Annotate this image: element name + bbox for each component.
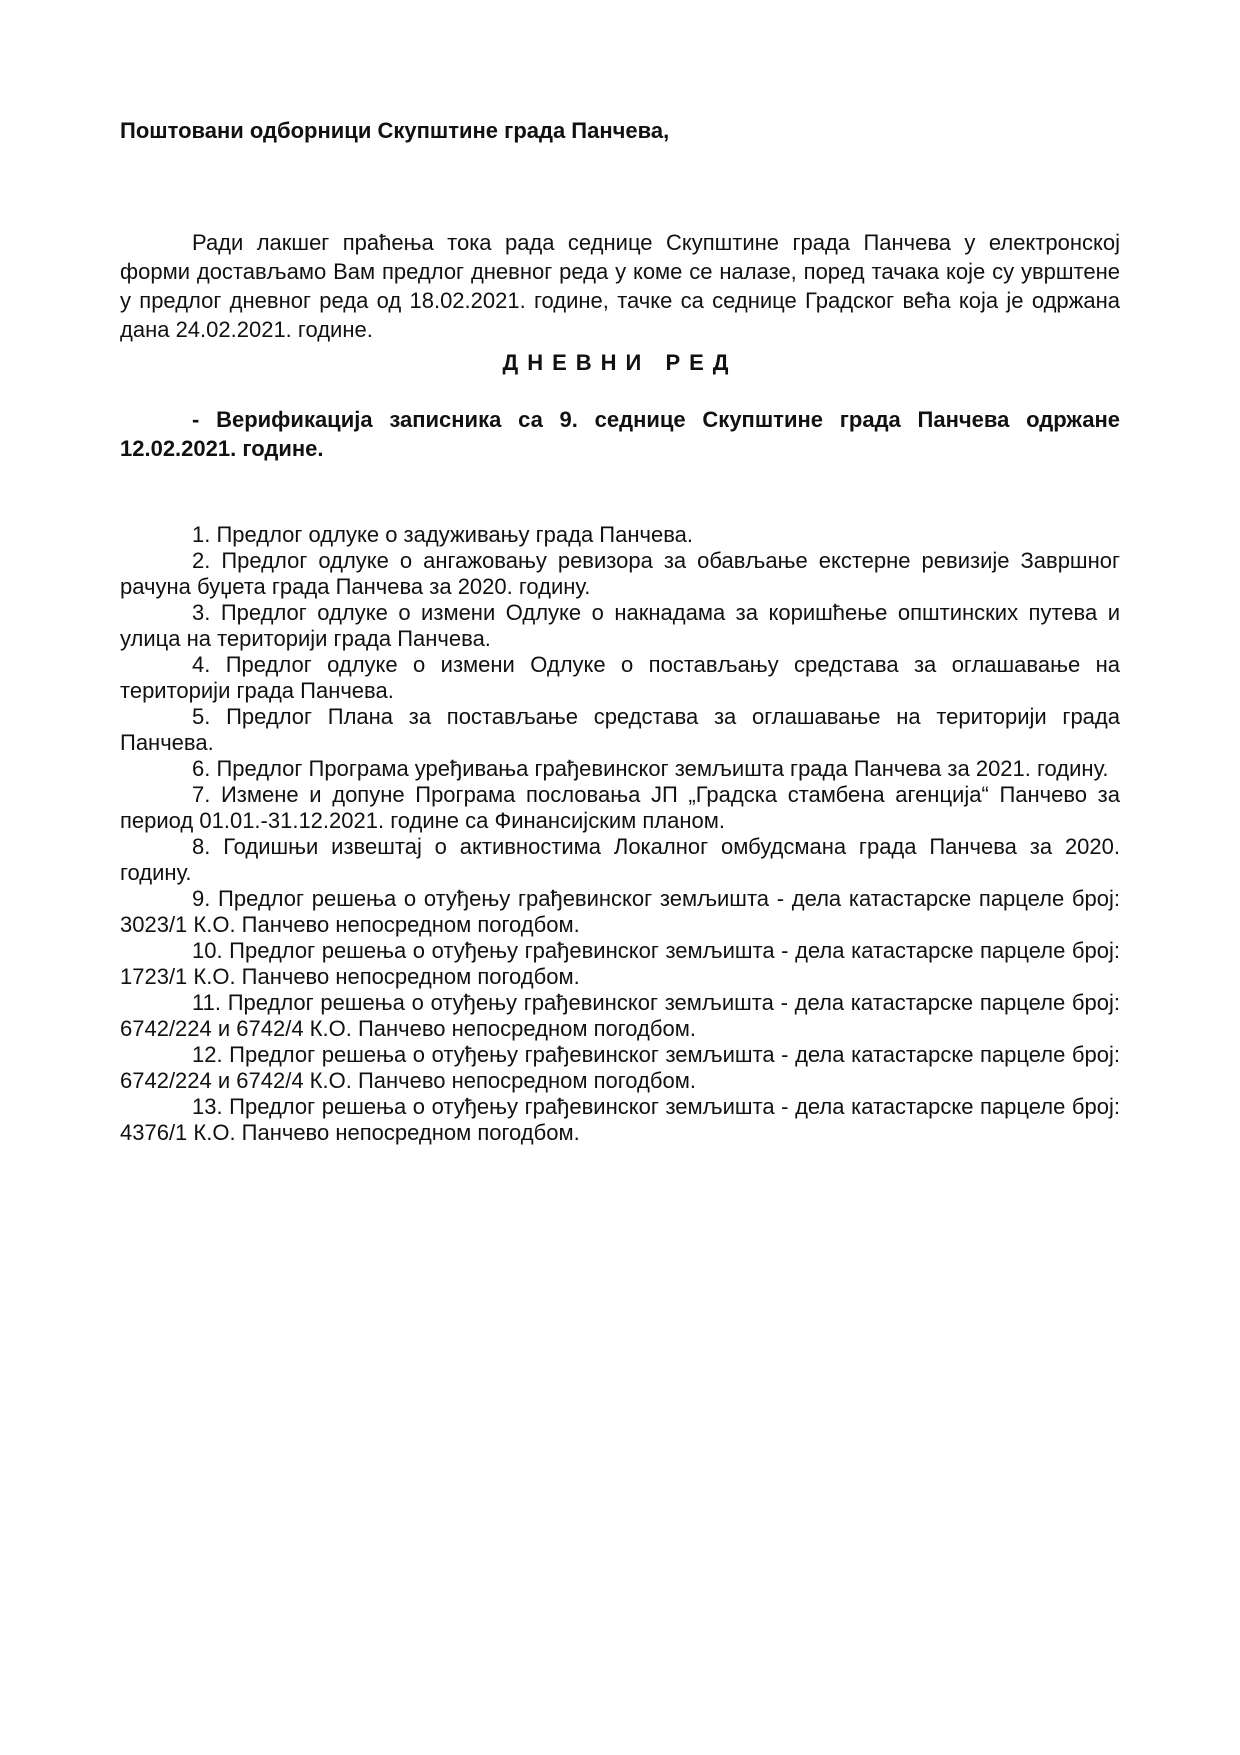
salutation: Поштовани одборници Скупштине града Панчева,: [120, 118, 670, 143]
agenda-item: 1. Предлог одлуке о задуживању града Панчева.: [192, 522, 693, 547]
agenda-item: 13. Предлог решења о отуђењу грађевинског земљишта - дела катастарске парцеле број: 4376/1 К.О. Панчево непосредном погодбом.: [120, 1094, 1120, 1145]
agenda-item: 10. Предлог решења о отуђењу грађевинског земљишта - дела катастарске парцеле број: 1723/1 К.О. Панчево непосредном погодбом.: [120, 938, 1120, 989]
agenda-title: ДНЕВНИ РЕД: [502, 350, 738, 375]
agenda-item: 7. Измене и допуне Програма пословања ЈП „Градска стамбена агенција“ Панчево за период 01.01.-31.12.2021. године са Финансијским планом.: [120, 782, 1120, 833]
agenda-item: 5. Предлог Плана за постављање средстава за оглашавање на територији града Панчева.: [120, 704, 1120, 755]
agenda-item: 4. Предлог одлуке о измени Одлуке о постављању средстава за оглашавање на територији града Панчева.: [120, 652, 1120, 703]
agenda-list: [120, 522, 1120, 1146]
agenda-item: 6. Предлог Програма уређивања грађевинског земљишта града Панчева за 2021. годину.: [192, 756, 1109, 781]
agenda-item: 11. Предлог решења о отуђењу грађевинског земљишта - дела катастарске парцеле број: 6742/224 и 6742/4 К.О. Панчево непосредном погодбом.: [120, 990, 1120, 1041]
verification-item: - Верификација записника са 9. седнице Скупштине града Панчева одржане 12.02.2021. године.: [120, 407, 1120, 461]
intro-paragraph: Ради лакшег праћења тока рада седнице Скупштине града Панчева у електронској форми достављамо Вам предлог дневног реда у коме се налазе, поред тачака које су уврштене у предлог дневног реда од 18.02.2021. године, тачке са седнице Градског већа која је одржана дана 24.02.2021. године.: [120, 230, 1120, 342]
agenda-item: 3. Предлог одлуке о измени Одлуке о накнадама за коришћење општинских путева и улица на територији града Панчева.: [120, 600, 1120, 651]
agenda-item: 12. Предлог решења о отуђењу грађевинског земљишта - дела катастарске парцеле број: 6742/224 и 6742/4 К.О. Панчево непосредном погодбом.: [120, 1042, 1120, 1093]
agenda-item: 8. Годишњи извештај о активностима Локалног омбудсмана града Панчева за 2020. годину.: [120, 834, 1120, 885]
agenda-item: 2. Предлог одлуке о ангажовању ревизора за обављање екстерне ревизије Завршног рачуна буџета града Панчева за 2020. годину.: [120, 548, 1120, 599]
agenda-item: 9. Предлог решења о отуђењу грађевинског земљишта - дела катастарске парцеле број: 3023/1 К.О. Панчево непосредном погодбом.: [120, 886, 1120, 937]
